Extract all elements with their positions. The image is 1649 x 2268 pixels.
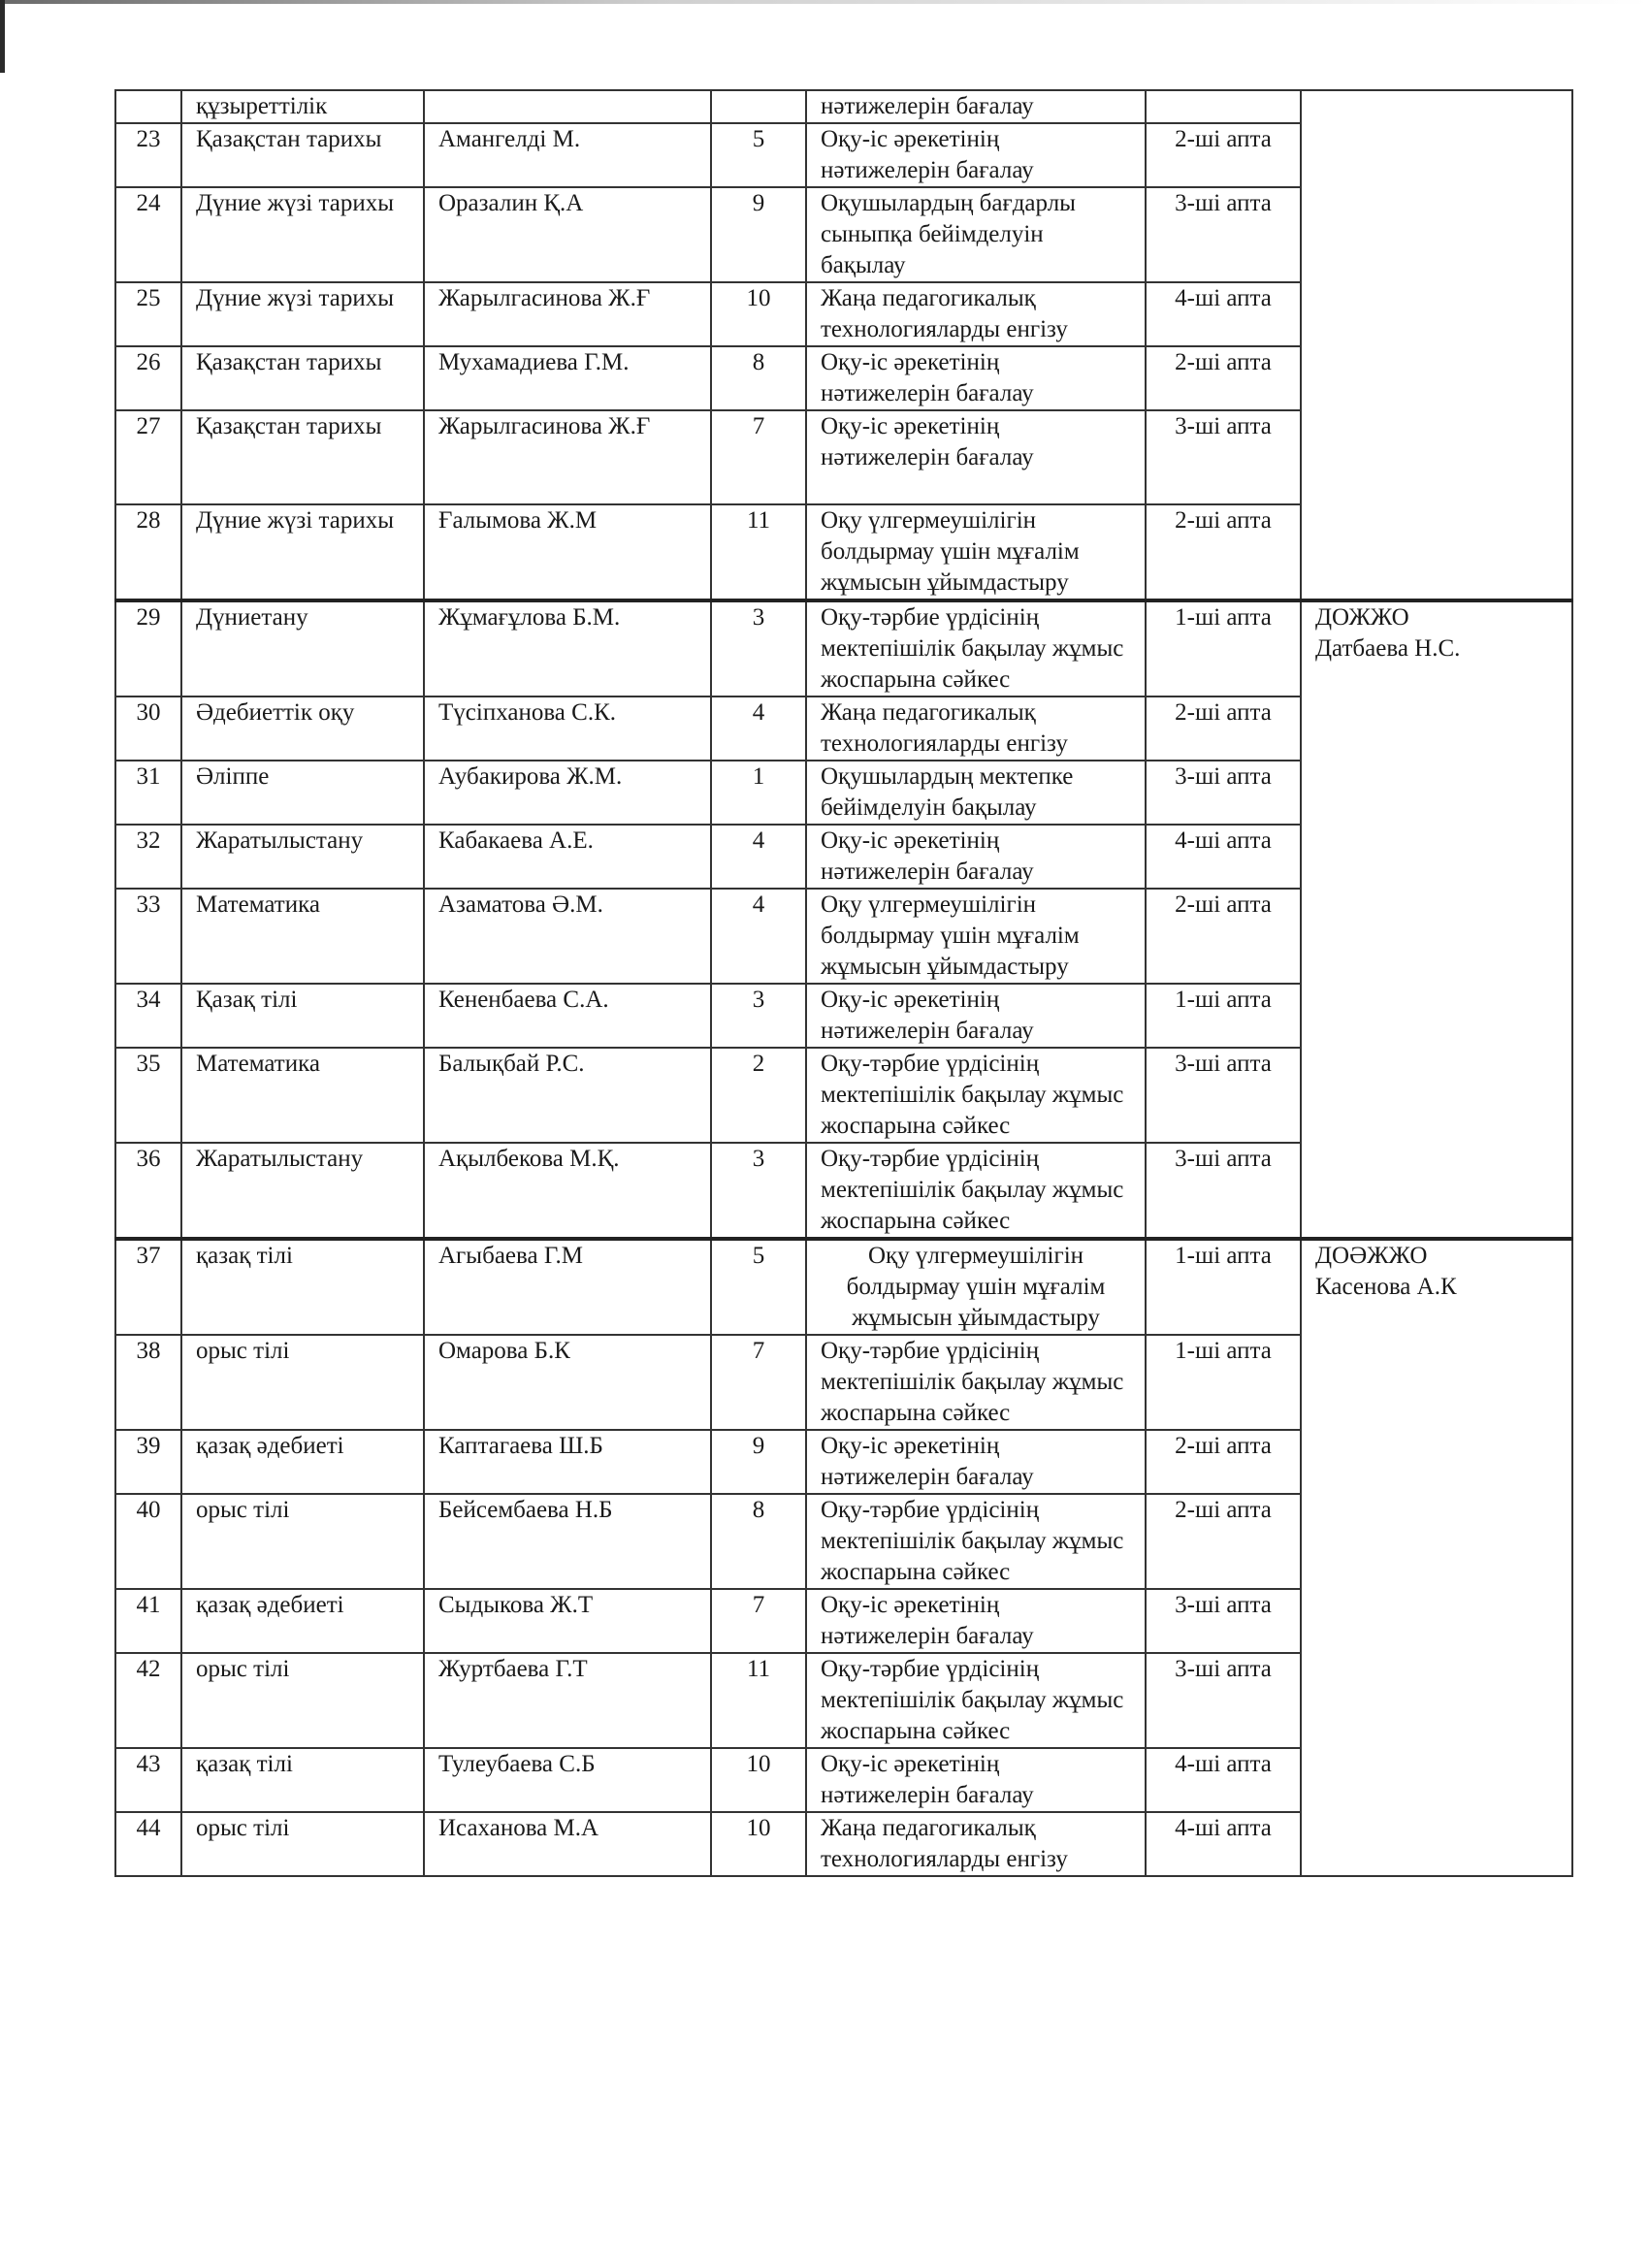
grade-cell xyxy=(711,90,806,123)
topic-cell: нәтижелерін бағалау xyxy=(806,90,1146,123)
grade-cell: 8 xyxy=(711,1494,806,1589)
topic-cell: Оқу-іс әрекетінің нәтижелерін бағалау xyxy=(806,410,1146,504)
topic-cell: Оқу-тәрбие үрдісінің мектепішілік бақылау жұмыс жоспарына сәйкес xyxy=(806,1494,1146,1589)
teacher-cell: Кабакаева А.Е. xyxy=(424,825,711,889)
scan-edge xyxy=(0,0,5,73)
week-cell: 3-ші апта xyxy=(1146,1589,1301,1653)
week-cell: 1-ші апта xyxy=(1146,600,1301,697)
week-cell: 4-ші апта xyxy=(1146,1748,1301,1812)
row-number: 33 xyxy=(115,889,181,984)
subject-cell: қазақ тілі xyxy=(181,1748,424,1812)
topic-cell: Оқу үлгермеушілігін болдырмау үшін мұғалім жұмысын ұйымдастыру xyxy=(806,504,1146,600)
week-cell: 3-ші апта xyxy=(1146,1653,1301,1748)
table-row xyxy=(115,90,1572,123)
teacher-cell: Кененбаева С.А. xyxy=(424,984,711,1048)
subject-cell: Қазақ тілі xyxy=(181,984,424,1048)
responsible-name: Касенова А.К xyxy=(1315,1274,1457,1300)
teacher-cell: Тулеубаева С.Б xyxy=(424,1748,711,1812)
row-number: 40 xyxy=(115,1494,181,1589)
subject-cell: Математика xyxy=(181,889,424,984)
row-number: 25 xyxy=(115,282,181,346)
subject-cell: орыс тілі xyxy=(181,1335,424,1430)
responsible-title: ДОӘЖЖО xyxy=(1315,1243,1428,1269)
week-cell: 1-ші апта xyxy=(1146,1335,1301,1430)
grade-cell: 10 xyxy=(711,282,806,346)
topic-cell: Оқу-тәрбие үрдісінің мектепішілік бақылау жұмыс жоспарына сәйкес xyxy=(806,1335,1146,1430)
grade-cell: 1 xyxy=(711,761,806,825)
subject-cell: Қазақстан тарихы xyxy=(181,346,424,410)
subject-cell: Математика xyxy=(181,1048,424,1143)
teacher-cell: Жұмағұлова Б.М. xyxy=(424,600,711,697)
subject-cell: орыс тілі xyxy=(181,1812,424,1876)
grade-cell: 7 xyxy=(711,410,806,504)
scan-border xyxy=(0,0,1649,4)
teacher-cell: Аубакирова Ж.М. xyxy=(424,761,711,825)
responsible-title: ДОЖЖО xyxy=(1315,604,1409,631)
week-cell: 3-ші апта xyxy=(1146,1143,1301,1239)
teacher-cell: Ақылбекова М.Қ. xyxy=(424,1143,711,1239)
grade-cell: 5 xyxy=(711,1239,806,1335)
topic-cell: Оқу-тәрбие үрдісінің мектепішілік бақылау жұмыс жоспарына сәйкес xyxy=(806,1653,1146,1748)
week-cell: 2-ші апта xyxy=(1146,504,1301,600)
topic-cell: Оқу-іс әрекетінің нәтижелерін бағалау xyxy=(806,984,1146,1048)
topic-cell: Оқу-іс әрекетінің нәтижелерін бағалау xyxy=(806,346,1146,410)
subject-cell: Дүниетану xyxy=(181,600,424,697)
topic-cell: Жаңа педагогикалық технологияларды енгізу xyxy=(806,697,1146,761)
table-row xyxy=(115,600,1572,697)
grade-cell: 3 xyxy=(711,600,806,697)
teacher-cell: Түсіпханова С.К. xyxy=(424,697,711,761)
week-cell: 4-ші апта xyxy=(1146,825,1301,889)
teacher-cell: Журтбаева Г.Т xyxy=(424,1653,711,1748)
grade-cell: 7 xyxy=(711,1335,806,1430)
table-body xyxy=(115,90,1572,1876)
responsible-cell xyxy=(1301,600,1572,1239)
week-cell: 1-ші апта xyxy=(1146,984,1301,1048)
topic-cell: Оқушылардың бағдарлы сыныпқа бейімделуін бақылау xyxy=(806,187,1146,282)
subject-cell: Жаратылыстану xyxy=(181,1143,424,1239)
teacher-cell: Жарылгасинова Ж.Ғ xyxy=(424,410,711,504)
teacher-cell: Сыдыкова Ж.Т xyxy=(424,1589,711,1653)
row-number: 38 xyxy=(115,1335,181,1430)
grade-cell: 9 xyxy=(711,187,806,282)
subject-cell: орыс тілі xyxy=(181,1494,424,1589)
topic-cell: Оқу-іс әрекетінің нәтижелерін бағалау xyxy=(806,123,1146,187)
row-number: 24 xyxy=(115,187,181,282)
subject-cell: қазақ әдебиеті xyxy=(181,1430,424,1494)
topic-cell: Оқу-іс әрекетінің нәтижелерін бағалау xyxy=(806,1748,1146,1812)
teacher-cell: Омарова Б.К xyxy=(424,1335,711,1430)
topic-cell: Оқу-іс әрекетінің нәтижелерін бағалау xyxy=(806,1589,1146,1653)
teacher-cell: Амангелді М. xyxy=(424,123,711,187)
teacher-cell: Каптагаева Ш.Б xyxy=(424,1430,711,1494)
grade-cell: 7 xyxy=(711,1589,806,1653)
grade-cell: 4 xyxy=(711,697,806,761)
subject-cell: қазақ әдебиеті xyxy=(181,1589,424,1653)
row-number: 30 xyxy=(115,697,181,761)
teacher-cell: Оразалин Қ.А xyxy=(424,187,711,282)
subject-cell: Әдебиеттік оқу xyxy=(181,697,424,761)
grade-cell: 5 xyxy=(711,123,806,187)
week-cell: 2-ші апта xyxy=(1146,123,1301,187)
subject-cell: Әліппе xyxy=(181,761,424,825)
topic-cell: Жаңа педагогикалық технологияларды енгізу xyxy=(806,282,1146,346)
topic-cell: Оқу үлгермеушілігін болдырмау үшін мұғалім жұмысын ұйымдастыру xyxy=(806,1239,1146,1335)
row-number: 41 xyxy=(115,1589,181,1653)
teacher-cell xyxy=(424,90,711,123)
subject-cell: орыс тілі xyxy=(181,1653,424,1748)
subject-cell: құзыреттілік xyxy=(181,90,424,123)
responsible-cell xyxy=(1301,90,1572,600)
subject-cell: Қазақстан тарихы xyxy=(181,410,424,504)
grade-cell: 10 xyxy=(711,1748,806,1812)
subject-cell: Дүние жүзі тарихы xyxy=(181,187,424,282)
topic-cell: Оқу-тәрбие үрдісінің мектепішілік бақылау жұмыс жоспарына сәйкес xyxy=(806,1143,1146,1239)
responsible-name: Датбаева Н.С. xyxy=(1315,635,1461,662)
row-number: 27 xyxy=(115,410,181,504)
responsible-cell xyxy=(1301,1239,1572,1876)
subject-cell: Жаратылыстану xyxy=(181,825,424,889)
row-number: 42 xyxy=(115,1653,181,1748)
row-number: 43 xyxy=(115,1748,181,1812)
week-cell: 4-ші апта xyxy=(1146,1812,1301,1876)
row-number: 39 xyxy=(115,1430,181,1494)
row-number: 34 xyxy=(115,984,181,1048)
week-cell: 3-ші апта xyxy=(1146,410,1301,504)
table-row xyxy=(115,1239,1572,1335)
row-number: 36 xyxy=(115,1143,181,1239)
week-cell: 3-ші апта xyxy=(1146,1048,1301,1143)
week-cell: 1-ші апта xyxy=(1146,1239,1301,1335)
subject-cell: Дүние жүзі тарихы xyxy=(181,504,424,600)
row-number: 29 xyxy=(115,600,181,697)
week-cell: 3-ші апта xyxy=(1146,187,1301,282)
teacher-cell: Балықбай Р.С. xyxy=(424,1048,711,1143)
row-number: 44 xyxy=(115,1812,181,1876)
grade-cell: 4 xyxy=(711,825,806,889)
teacher-cell: Азаматова Ә.М. xyxy=(424,889,711,984)
grade-cell: 10 xyxy=(711,1812,806,1876)
topic-cell: Оқу-тәрбие үрдісінің мектепішілік бақылау жұмыс жоспарына сәйкес xyxy=(806,600,1146,697)
topic-cell: Оқу үлгермеушілігін болдырмау үшін мұғалім жұмысын ұйымдастыру xyxy=(806,889,1146,984)
topic-cell: Оқушылардың мектепке бейімделуін бақылау xyxy=(806,761,1146,825)
week-cell: 2-ші апта xyxy=(1146,346,1301,410)
week-cell: 2-ші апта xyxy=(1146,697,1301,761)
row-number: 32 xyxy=(115,825,181,889)
grade-cell: 4 xyxy=(711,889,806,984)
grade-cell: 2 xyxy=(711,1048,806,1143)
week-cell: 4-ші апта xyxy=(1146,282,1301,346)
row-number: 37 xyxy=(115,1239,181,1335)
grade-cell: 9 xyxy=(711,1430,806,1494)
topic-cell: Оқу-тәрбие үрдісінің мектепішілік бақылау жұмыс жоспарына сәйкес xyxy=(806,1048,1146,1143)
topic-cell: Жаңа педагогикалық технологияларды енгізу xyxy=(806,1812,1146,1876)
week-cell xyxy=(1146,90,1301,123)
topic-cell: Оқу-іс әрекетінің нәтижелерін бағалау xyxy=(806,1430,1146,1494)
row-number: 31 xyxy=(115,761,181,825)
subject-cell: қазақ тілі xyxy=(181,1239,424,1335)
control-schedule-table xyxy=(114,89,1573,1877)
teacher-cell: Бейсембаева Н.Б xyxy=(424,1494,711,1589)
row-number: 28 xyxy=(115,504,181,600)
week-cell: 3-ші апта xyxy=(1146,761,1301,825)
grade-cell: 3 xyxy=(711,984,806,1048)
week-cell: 2-ші апта xyxy=(1146,1430,1301,1494)
teacher-cell: Мухамадиева Г.М. xyxy=(424,346,711,410)
row-number: 26 xyxy=(115,346,181,410)
row-number xyxy=(115,90,181,123)
grade-cell: 3 xyxy=(711,1143,806,1239)
teacher-cell: Исаханова М.А xyxy=(424,1812,711,1876)
grade-cell: 8 xyxy=(711,346,806,410)
topic-cell: Оқу-іс әрекетінің нәтижелерін бағалау xyxy=(806,825,1146,889)
grade-cell: 11 xyxy=(711,1653,806,1748)
week-cell: 2-ші апта xyxy=(1146,1494,1301,1589)
subject-cell: Қазақстан тарихы xyxy=(181,123,424,187)
row-number: 23 xyxy=(115,123,181,187)
teacher-cell: Ғалымова Ж.М xyxy=(424,504,711,600)
row-number: 35 xyxy=(115,1048,181,1143)
subject-cell: Дүние жүзі тарихы xyxy=(181,282,424,346)
grade-cell: 11 xyxy=(711,504,806,600)
week-cell: 2-ші апта xyxy=(1146,889,1301,984)
teacher-cell: Агыбаева Г.М xyxy=(424,1239,711,1335)
teacher-cell: Жарылгасинова Ж.Ғ xyxy=(424,282,711,346)
